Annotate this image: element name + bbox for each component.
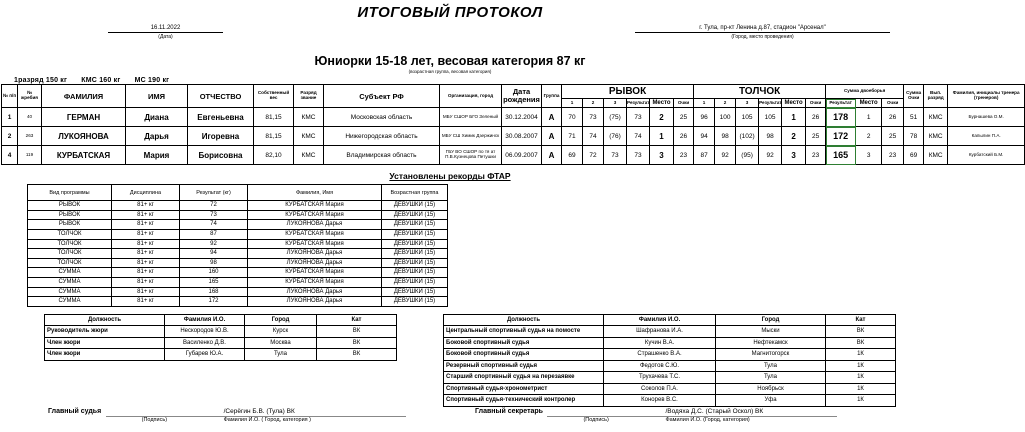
cell-jerk-place: 3 [782, 146, 806, 165]
cell-total-result: 165 [826, 146, 856, 165]
record-row [28, 278, 448, 288]
cell-2: Ноябрьск [716, 383, 826, 395]
record-row [28, 230, 448, 240]
cell-own-weight: 82,10 [254, 146, 294, 165]
cell-region: Московская область [324, 108, 440, 127]
chief-judge-value: /Серёгин Б.В. (Тула) ВК [223, 407, 295, 415]
cell-4: ДЕВУШКИ (15) [382, 268, 448, 278]
table-row [2, 146, 1025, 165]
cell-2: Магнитогорск [716, 349, 826, 361]
cell-0: Член жюри [45, 337, 165, 349]
cell-lot: 40 [18, 108, 42, 127]
date-block [108, 25, 223, 40]
cell-patronymic: Игоревна [188, 127, 254, 146]
col-snatch-points: Очки [674, 99, 694, 108]
cell-total-place: 1 [856, 108, 882, 127]
col-header-2: Город [245, 314, 317, 326]
col-lot: № жребия [18, 85, 42, 108]
jury-row [45, 326, 397, 338]
cell-1: Шафранова И.А. [604, 326, 716, 338]
cell-region: Нижегородская область [324, 127, 440, 146]
cell-total-points: 23 [882, 146, 904, 165]
cell-coach: Капылин П.А. [948, 127, 1025, 146]
place-block [635, 25, 890, 40]
col-region: Субъект РФ [324, 85, 440, 108]
cell-1: Соколов П.А. [604, 383, 716, 395]
col-snatch-1: 1 [562, 99, 583, 108]
col-jerk-result: Результат [759, 99, 782, 108]
cell-jerk-result: 98 [759, 127, 782, 146]
cell-1: Нескородов Ю.В. [165, 326, 245, 338]
cell-rank: КМС [294, 108, 324, 127]
cell-snatch-points: 25 [674, 108, 694, 127]
cell-0: Резервный спортивный судья [444, 360, 604, 372]
cell-4: ДЕВУШКИ (15) [382, 220, 448, 230]
cell-3: 1К [826, 360, 896, 372]
cell-1: 81+ кг [112, 287, 180, 297]
cell-2: 98 [180, 258, 248, 268]
cell-3: ЛУКОЯНОВА Дарья [248, 297, 382, 307]
cell-2: Москва [245, 337, 317, 349]
col-header-2: Город [716, 314, 826, 326]
cell-snatch-3: (76) [604, 127, 627, 146]
cell-0: Член жюри [45, 349, 165, 361]
referees-table [443, 314, 896, 407]
cell-lot: 263 [18, 127, 42, 146]
cell-2: Уфа [716, 395, 826, 407]
record-row [28, 201, 448, 211]
cell-jerk-3: 105 [736, 108, 759, 127]
secretary-value: /Водяха Д.С. (Старый Оскол) ВК [665, 407, 764, 415]
cell-jerk-result: 92 [759, 146, 782, 165]
chief-judge-caption-name: Фамилия И.О. ( Город, категория ) [223, 416, 312, 423]
jury-table [44, 314, 397, 361]
cell-0: Центральный спортивный судья на помосте [444, 326, 604, 338]
cell-coach: Курбатский Б.М. [948, 146, 1025, 165]
col-jerk-3: 3 [736, 99, 759, 108]
cell-2: 73 [180, 210, 248, 220]
jury-row [444, 395, 896, 407]
date-caption: (Дата) [158, 34, 173, 40]
col-header-1: Фамилия И.О. [604, 314, 716, 326]
cell-0: РЫВОК [28, 220, 112, 230]
col-jerk-1: 1 [694, 99, 715, 108]
table-row [2, 127, 1025, 146]
cell-surname: ЛУКОЯНОВА [42, 127, 126, 146]
cell-total-result: 178 [826, 108, 856, 127]
col-jerk-place: Место [782, 99, 806, 108]
cell-jerk-3: (102) [736, 127, 759, 146]
col-own-weight: Собственный вес [254, 85, 294, 108]
cell-snatch-3: (75) [604, 108, 627, 127]
cell-3: 1К [826, 372, 896, 384]
col-header-0: Должность [444, 314, 604, 326]
cell-jerk-2: 92 [715, 146, 736, 165]
col-header-2: Результат (кг) [180, 185, 248, 201]
jury-row [444, 337, 896, 349]
cell-2: 72 [180, 201, 248, 211]
cell-organization: МБУ СШОР БГО Зеленый [440, 108, 502, 127]
document-title: ИТОГОВЫЙ ПРОТОКОЛ [357, 4, 543, 21]
cell-name: Диана [126, 108, 188, 127]
record-row [28, 287, 448, 297]
cell-3: КУРБАТСКАЯ Мария [248, 230, 382, 240]
cell-1: Трухачева Т.С. [604, 372, 716, 384]
cell-1: 81+ кг [112, 230, 180, 240]
cell-jerk-3: (95) [736, 146, 759, 165]
cell-3: КУРБАТСКАЯ Мария [248, 278, 382, 288]
col-header-3: Кат [317, 314, 397, 326]
cell-0: Спортивный судья-технический контролер [444, 395, 604, 407]
cell-3: ЛУКОЯНОВА Дарья [248, 220, 382, 230]
cell-0: ТОЛЧОК [28, 249, 112, 259]
records-title: Установлены рекорды ФТАР [389, 171, 511, 182]
cell-jerk-points: 26 [806, 108, 826, 127]
col-snatch-place: Место [650, 99, 674, 108]
cell-3: КУРБАТСКАЯ Мария [248, 210, 382, 220]
cell-sum-points: 51 [904, 108, 924, 127]
jury-row [45, 349, 397, 361]
secretary-label: Главный секретарь [475, 407, 543, 415]
cell-3: КУРБАТСКАЯ Мария [248, 201, 382, 211]
cell-4: ДЕВУШКИ (15) [382, 297, 448, 307]
cell-4: ДЕВУШКИ (15) [382, 249, 448, 259]
cell-3: ЛУКОЯНОВА Дарья [248, 258, 382, 268]
record-row [28, 297, 448, 307]
cell-1: 81+ кг [112, 239, 180, 249]
col-snatch-2: 2 [583, 99, 604, 108]
col-surname: ФАМИЛИЯ [42, 85, 126, 108]
cell-snatch-1: 70 [562, 108, 583, 127]
cell-3: 1К [826, 349, 896, 361]
cell-total-place: 3 [856, 146, 882, 165]
cell-2: Нефтекамск [716, 337, 826, 349]
cell-0: ТОЛЧОК [28, 239, 112, 249]
cell-total-result: 172 [826, 127, 856, 146]
record-row [28, 258, 448, 268]
cell-jerk-2: 98 [715, 127, 736, 146]
category-title: Юниорки 15-18 лет, весовая категория 87 кг [314, 54, 586, 68]
cell-total-points: 25 [882, 127, 904, 146]
results-table [1, 84, 1025, 165]
col-header-0: Вид программы [28, 185, 112, 201]
cell-2: 172 [180, 297, 248, 307]
cell-snatch-result: 74 [627, 127, 650, 146]
norms-line [14, 77, 900, 84]
cell-2: Курск [245, 326, 317, 338]
cell-snatch-place: 3 [650, 146, 674, 165]
cell-3: ВК [317, 349, 397, 361]
col-patronymic: ОТЧЕСТВО [188, 85, 254, 108]
col-total-result: Результат [826, 99, 856, 108]
cell-0: СУММА [28, 297, 112, 307]
cell-snatch-1: 71 [562, 127, 583, 146]
cell-3: ЛУКОЯНОВА Дарья [248, 287, 382, 297]
col-jerk-2: 2 [715, 99, 736, 108]
col-sum-points: Сумма Очки [904, 85, 924, 108]
cell-4: ДЕВУШКИ (15) [382, 230, 448, 240]
chief-judge-signature [48, 406, 406, 426]
col-total-points: Очки [882, 99, 904, 108]
cell-3: КУРБАТСКАЯ Мария [248, 268, 382, 278]
cell-snatch-points: 26 [674, 127, 694, 146]
cell-0: ТОЛЧОК [28, 230, 112, 240]
category-caption: (возрастная группа, весовая категория) [408, 69, 492, 74]
cell-2: Мыски [716, 326, 826, 338]
cell-patronymic: Борисовна [188, 146, 254, 165]
records-table [27, 184, 448, 307]
cell-1: 81+ кг [112, 201, 180, 211]
cell-1: Василенко Д.В. [165, 337, 245, 349]
col-total-place: Место [856, 99, 882, 108]
cell-region: Владимирская область [324, 146, 440, 165]
col-place: № п/п [2, 85, 18, 108]
cell-3: КУРБАТСКАЯ Мария [248, 239, 382, 249]
cell-2: 165 [180, 278, 248, 288]
cell-2: 92 [180, 239, 248, 249]
date-value: 16.11.2022 [108, 25, 223, 33]
cell-own-weight: 81,15 [254, 108, 294, 127]
cell-0: РЫВОК [28, 201, 112, 211]
cell-1: 81+ кг [112, 220, 180, 230]
cell-group: А [542, 108, 562, 127]
cell-0: Руководитель жюри [45, 326, 165, 338]
cell-3: ВК [826, 337, 896, 349]
secretary-signature [475, 406, 837, 426]
cell-name: Мария [126, 146, 188, 165]
meta-row [0, 25, 900, 51]
cell-3: 1К [826, 383, 896, 395]
col-header-0: Должность [45, 314, 165, 326]
col-exec-rank: Вып. разряд [924, 85, 948, 108]
cell-snatch-result: 73 [627, 146, 650, 165]
col-birthdate: Дата рождения [502, 85, 542, 108]
cell-jerk-place: 1 [782, 108, 806, 127]
cell-birthdate: 30.08.2007 [502, 127, 542, 146]
cell-snatch-points: 23 [674, 146, 694, 165]
cell-rank: КМС [294, 127, 324, 146]
cell-snatch-1: 69 [562, 146, 583, 165]
cell-0: ТОЛЧОК [28, 258, 112, 268]
cell-2: Тула [716, 372, 826, 384]
cell-jerk-1: 96 [694, 108, 715, 127]
cell-surname: ГЕРМАН [42, 108, 126, 127]
cell-place: 1 [2, 108, 18, 127]
cell-name: Дарья [126, 127, 188, 146]
col-rank: Разряд звание [294, 85, 324, 108]
jury-row [444, 372, 896, 384]
col-organization: Организация, город [440, 85, 502, 108]
cell-4: ДЕВУШКИ (15) [382, 239, 448, 249]
cell-0: СУММА [28, 268, 112, 278]
place-value: г. Тула, пр-кт Ленина д.87, стадион "Арсенал" [635, 25, 890, 33]
cell-4: ДЕВУШКИ (15) [382, 287, 448, 297]
record-row [28, 249, 448, 259]
jury-row [444, 326, 896, 338]
cell-snatch-place: 2 [650, 108, 674, 127]
cell-organization: МБУ СШ Химик Дзержинск [440, 127, 502, 146]
cell-1: 81+ кг [112, 278, 180, 288]
col-name: ИМЯ [126, 85, 188, 108]
cell-group: А [542, 146, 562, 165]
cell-2: 160 [180, 268, 248, 278]
cell-sum-points: 78 [904, 127, 924, 146]
cell-0: Боковой спортивный судья [444, 349, 604, 361]
cell-sum-points: 69 [904, 146, 924, 165]
cell-1: Федотов С.Ю. [604, 360, 716, 372]
cell-3: 1К [826, 395, 896, 407]
cell-1: 81+ кг [112, 258, 180, 268]
cell-birthdate: 30.12.2004 [502, 108, 542, 127]
cell-own-weight: 81,15 [254, 127, 294, 146]
cell-lot: 119 [18, 146, 42, 165]
cell-exec-rank: КМС [924, 146, 948, 165]
cell-total-place: 2 [856, 127, 882, 146]
cell-group: А [542, 127, 562, 146]
cell-1: 81+ кг [112, 210, 180, 220]
record-row [28, 210, 448, 220]
col-header-3: Кат [826, 314, 896, 326]
cell-1: 81+ кг [112, 297, 180, 307]
cell-3: ВК [317, 337, 397, 349]
col-biathlon-sum: Сумма двоеборья [826, 85, 904, 99]
cell-jerk-points: 23 [806, 146, 826, 165]
col-jerk: ТОЛЧОК [694, 85, 826, 99]
cell-1: Конорев В.С. [604, 395, 716, 407]
cell-0: Старший спортивный судья на перезаявке [444, 372, 604, 384]
norm-1: 1разряд 150 кг [14, 77, 68, 84]
col-header-1: Дисциплина [112, 185, 180, 201]
cell-snatch-2: 72 [583, 146, 604, 165]
cell-rank: КМС [294, 146, 324, 165]
cell-jerk-result: 105 [759, 108, 782, 127]
cell-3: ВК [826, 326, 896, 338]
cell-1: 81+ кг [112, 249, 180, 259]
cell-3: ВК [317, 326, 397, 338]
col-group: Группа [542, 85, 562, 108]
cell-organization: ГБУ ВО СШОР по тя ат П.В.Кузнецова Петушки [440, 146, 502, 165]
cell-snatch-3: 73 [604, 146, 627, 165]
record-row [28, 220, 448, 230]
table-row [2, 108, 1025, 127]
cell-2: 74 [180, 220, 248, 230]
jury-row [444, 383, 896, 395]
jury-row [444, 360, 896, 372]
col-jerk-points: Очки [806, 99, 826, 108]
norm-2: КМС 160 кг [81, 77, 121, 84]
cell-3: ЛУКОЯНОВА Дарья [248, 249, 382, 259]
cell-0: Боковой спортивный судья [444, 337, 604, 349]
cell-snatch-2: 74 [583, 127, 604, 146]
col-coach: Фамилия, инициалы тренера (тренеров) [948, 85, 1025, 108]
chief-judge-caption-signature: (Подпись) [141, 416, 168, 423]
cell-1: Губарев Ю.А. [165, 349, 245, 361]
cell-2: 87 [180, 230, 248, 240]
cell-snatch-2: 73 [583, 108, 604, 127]
cell-jerk-1: 94 [694, 127, 715, 146]
cell-exec-rank: КМС [924, 108, 948, 127]
jury-row [45, 337, 397, 349]
col-header-3: Фамилия, Имя [248, 185, 382, 201]
cell-4: ДЕВУШКИ (15) [382, 278, 448, 288]
cell-place: 4 [2, 146, 18, 165]
cell-2: 168 [180, 287, 248, 297]
cell-0: СУММА [28, 278, 112, 288]
cell-jerk-points: 25 [806, 127, 826, 146]
cell-1: Кучин В.А. [604, 337, 716, 349]
cell-2: Тула [245, 349, 317, 361]
cell-surname: КУРБАТСКАЯ [42, 146, 126, 165]
cell-snatch-place: 1 [650, 127, 674, 146]
cell-jerk-1: 87 [694, 146, 715, 165]
cell-0: РЫВОК [28, 210, 112, 220]
secretary-caption-name: Фамилия И.О. (Город, категория) [665, 416, 750, 423]
col-snatch: РЫВОК [562, 85, 694, 99]
cell-4: ДЕВУШКИ (15) [382, 258, 448, 268]
norm-3: МС 190 кг [134, 77, 170, 84]
cell-total-points: 26 [882, 108, 904, 127]
cell-place: 2 [2, 127, 18, 146]
cell-4: ДЕВУШКИ (15) [382, 201, 448, 211]
chief-judge-label: Главный судья [48, 407, 102, 415]
cell-birthdate: 06.09.2007 [502, 146, 542, 165]
cell-0: СУММА [28, 287, 112, 297]
col-snatch-result: Результат [627, 99, 650, 108]
cell-1: 81+ кг [112, 268, 180, 278]
col-header-4: Возрастная группа [382, 185, 448, 201]
cell-exec-rank: КМС [924, 127, 948, 146]
cell-1: Страшенко В.А. [604, 349, 716, 361]
cell-4: ДЕВУШКИ (15) [382, 210, 448, 220]
cell-snatch-result: 73 [627, 108, 650, 127]
cell-2: 94 [180, 249, 248, 259]
record-row [28, 268, 448, 278]
col-snatch-3: 3 [604, 99, 627, 108]
cell-2: Тула [716, 360, 826, 372]
cell-jerk-2: 100 [715, 108, 736, 127]
cell-patronymic: Евгеньевна [188, 108, 254, 127]
place-caption: (Город, место проведения) [731, 34, 794, 40]
cell-jerk-place: 2 [782, 127, 806, 146]
final-protocol-page [0, 4, 1020, 429]
cell-0: Спортивный судья-хронометрист [444, 383, 604, 395]
cell-coach: Бурнашева О.М. [948, 108, 1025, 127]
record-row [28, 239, 448, 249]
jury-row [444, 349, 896, 361]
secretary-caption-signature: (Подпись) [583, 416, 609, 423]
col-header-1: Фамилия И.О. [165, 314, 245, 326]
